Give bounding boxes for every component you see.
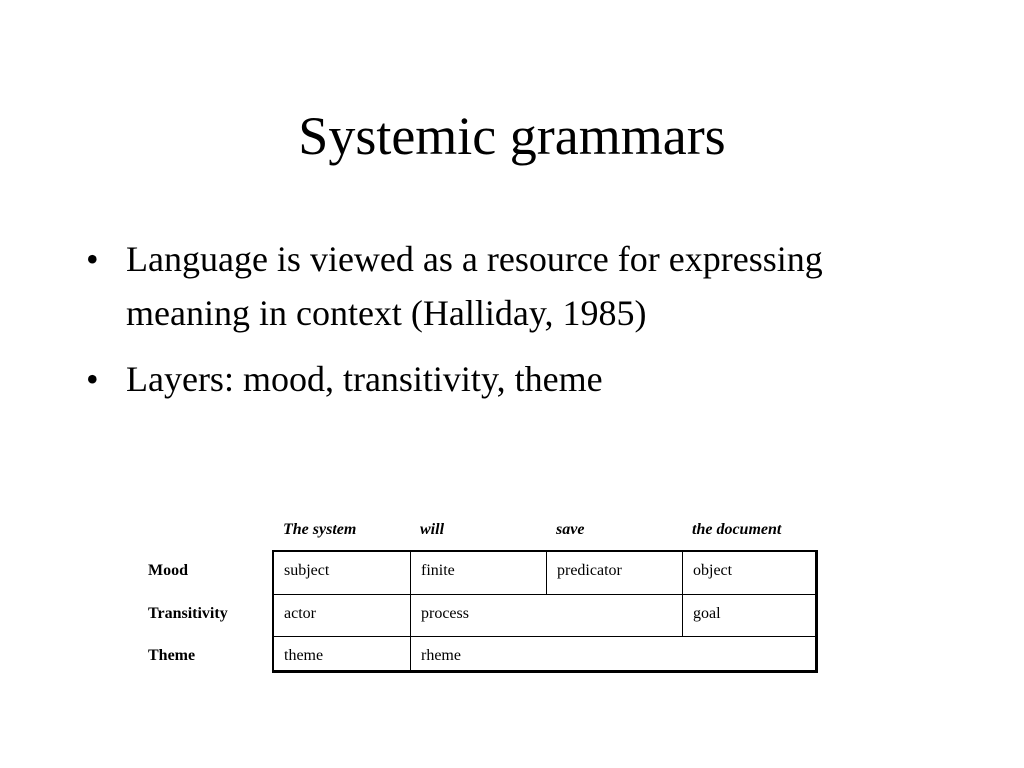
slide-title: Systemic grammars <box>298 106 726 166</box>
row-label-mood: Mood <box>148 562 188 579</box>
table-cell: subject <box>274 552 411 595</box>
column-header: save <box>556 521 585 538</box>
table-cell: rheme <box>421 647 461 664</box>
table-cell: theme <box>274 637 411 670</box>
row-label-theme: Theme <box>148 647 196 664</box>
table-cell: goal <box>683 595 815 637</box>
bullet-icon: • <box>86 359 99 399</box>
column-header: The system <box>283 521 357 538</box>
column-header: the document <box>692 521 782 538</box>
table-cell: actor <box>274 595 411 637</box>
bullet-icon: • <box>86 239 99 279</box>
table-cell: object <box>683 552 815 595</box>
table-cell: process <box>411 595 683 637</box>
grammar-table <box>272 550 818 673</box>
table-cell: finite <box>411 552 547 595</box>
column-header: will <box>420 521 445 538</box>
bullet-text: Language is viewed as a resource for expressing meaning in context (Halliday, 1985) <box>126 239 823 333</box>
row-label-transitivity: Transitivity <box>148 605 228 622</box>
bullet-text: Layers: mood, transitivity, theme <box>126 359 603 399</box>
table-cell: predicator <box>547 552 683 595</box>
